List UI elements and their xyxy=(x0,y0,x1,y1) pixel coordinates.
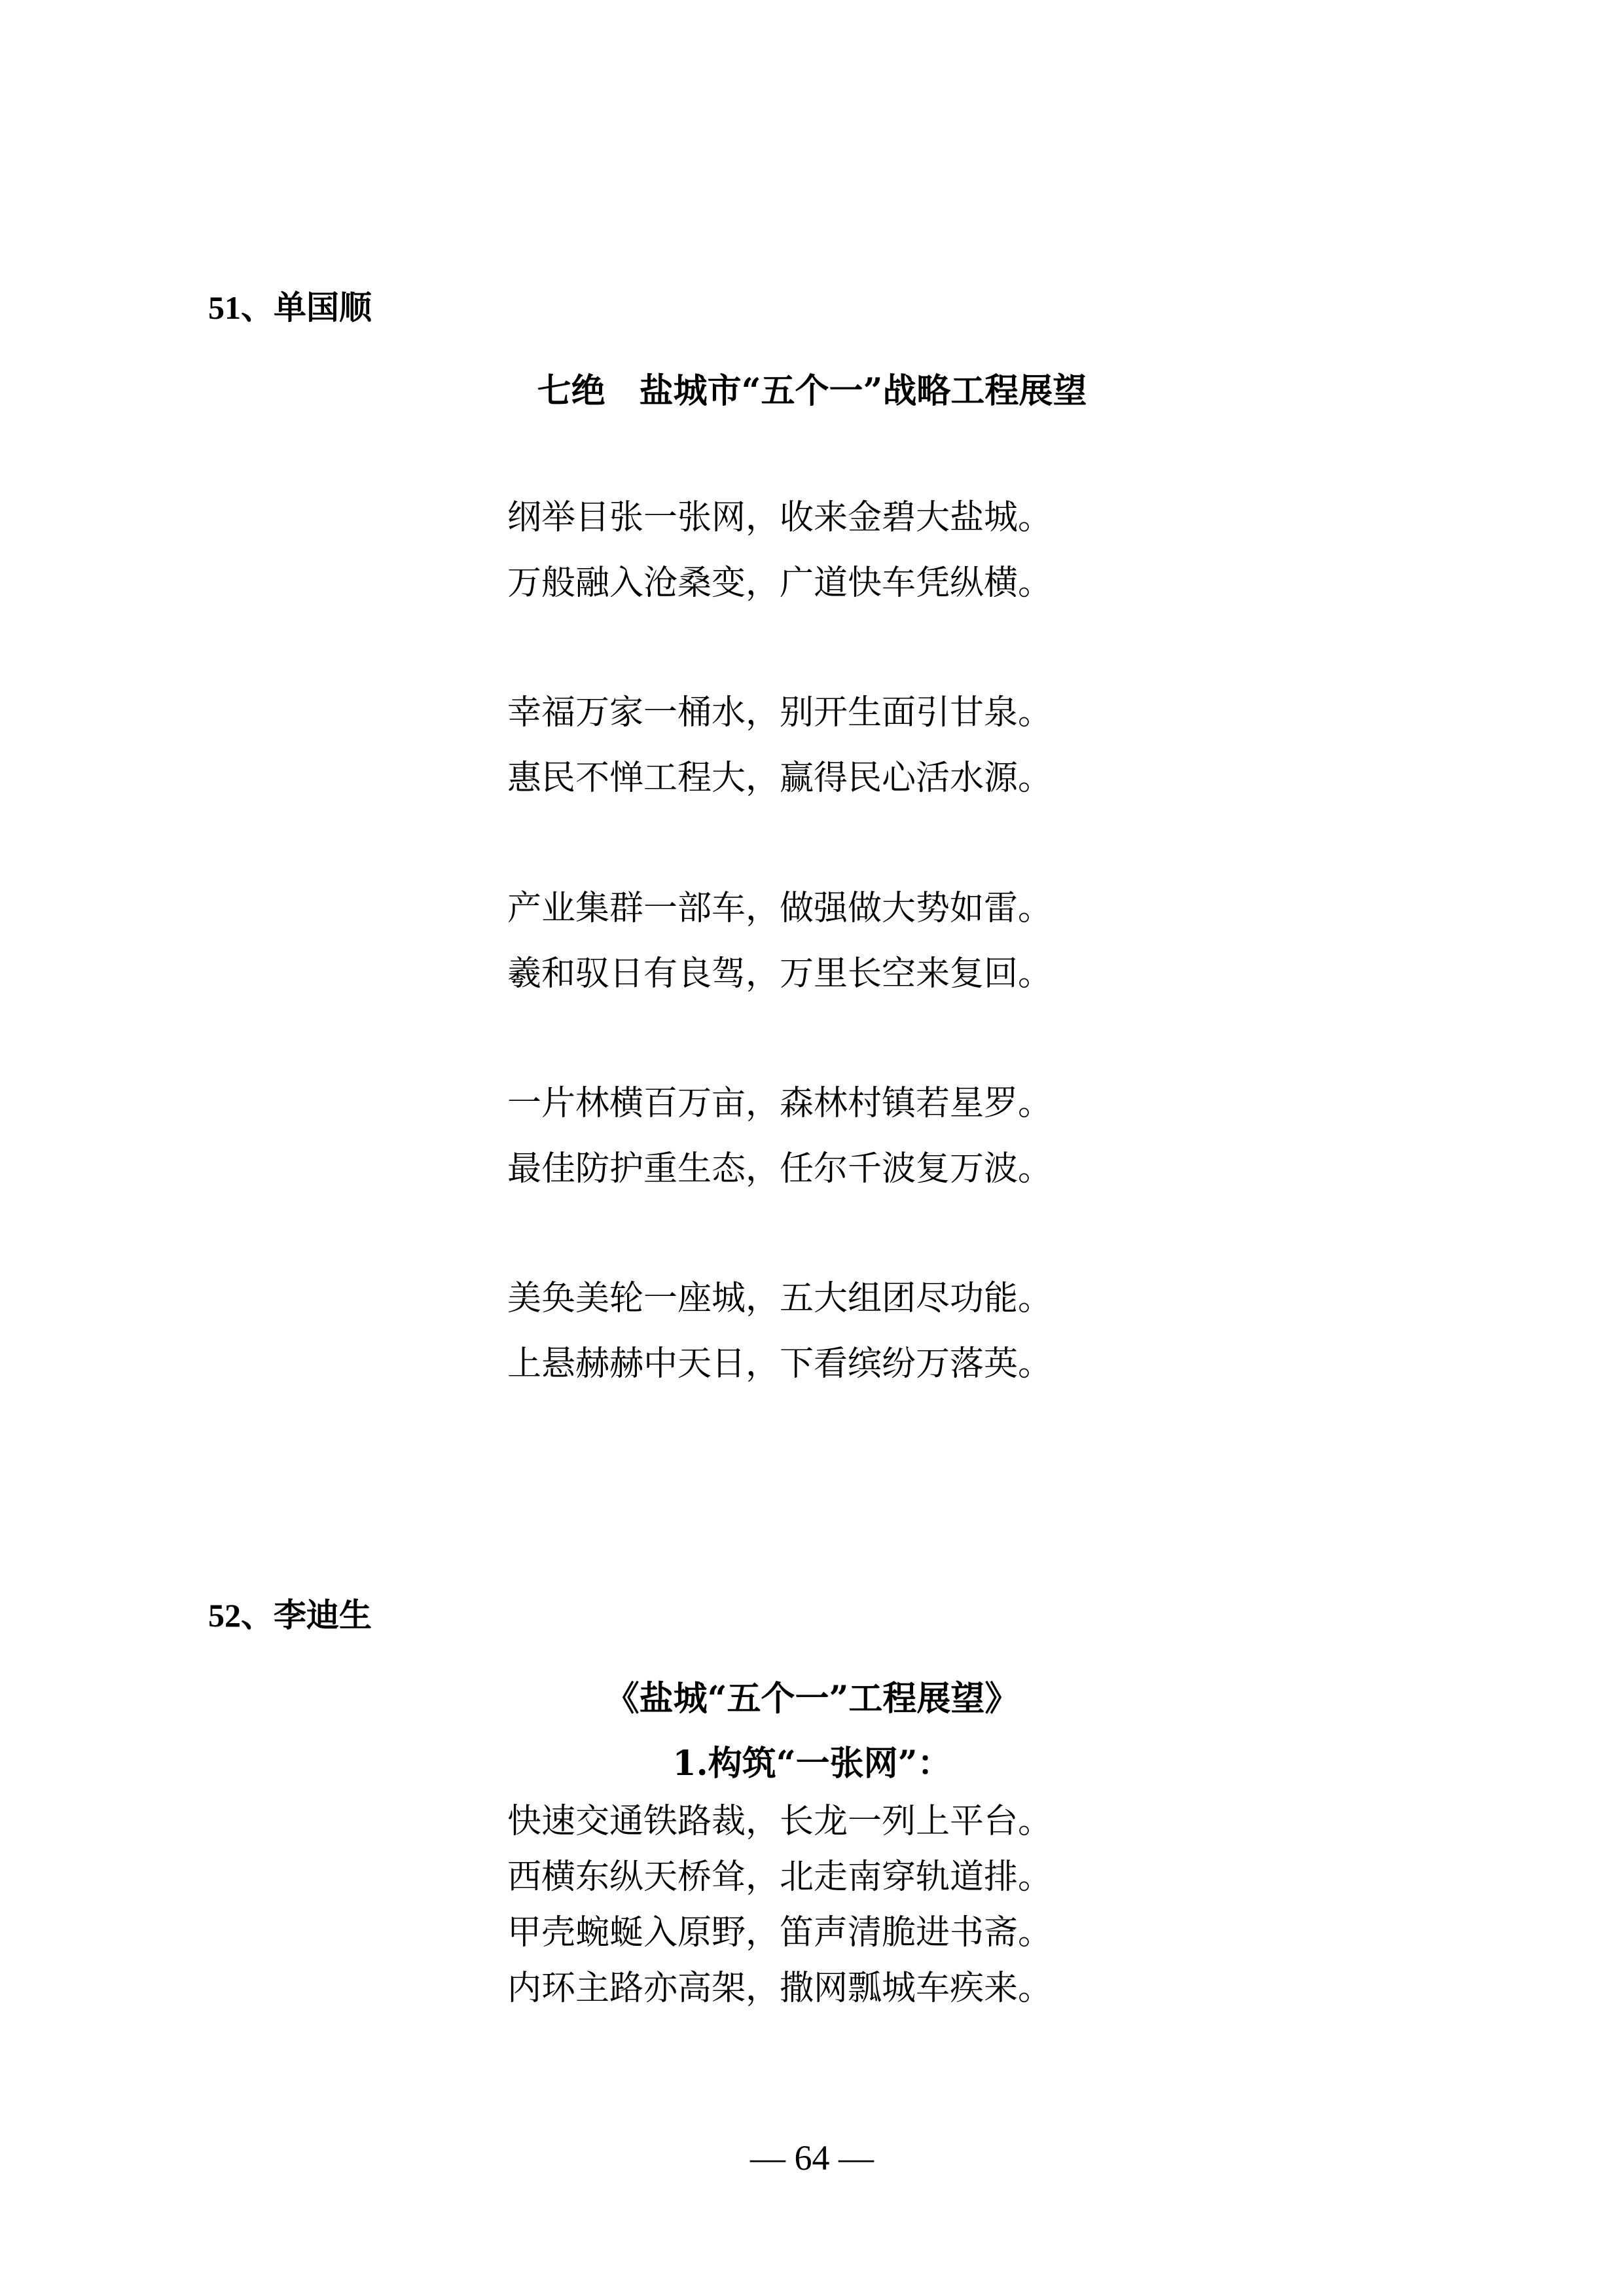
poem-line: 一片林横百万亩，森林村镇若星罗。 xyxy=(507,1084,1053,1123)
poem-line: 惠民不惮工程大，赢得民心活水源。 xyxy=(507,759,1053,798)
entry-author: 李迪生 xyxy=(274,1596,372,1634)
poem-line: 甲壳蜿蜒入原野，笛声清脆进书斋。 xyxy=(507,1913,1053,1952)
entry-heading xyxy=(208,1596,372,1635)
poem-subtitle: 1.构筑“一张网”： xyxy=(672,1744,952,1784)
poem-line: 纲举目张一张网，收来金碧大盐城。 xyxy=(507,498,1053,537)
poem-title: 七绝 盐城市“五个一”战略工程展望 xyxy=(537,371,1087,411)
entry-number: 52、 xyxy=(208,1597,274,1634)
poem-line: 最佳防护重生态，任尔千波复万波。 xyxy=(507,1149,1053,1189)
poem-line: 万般融入沧桑变，广道快车凭纵横。 xyxy=(507,564,1053,603)
poem-line: 产业集群一部车，做强做大势如雷。 xyxy=(507,889,1053,928)
page-number: — 64 — xyxy=(750,2138,874,2178)
poem-line: 美奂美轮一座城，五大组团尽功能。 xyxy=(507,1279,1053,1318)
poem-line: 幸福万家一桶水，别开生面引甘泉。 xyxy=(507,693,1053,732)
poem-line: 快速交通铁路裁，长龙一列上平台。 xyxy=(507,1802,1053,1841)
poem-line: 上悬赫赫中天日，下看缤纷万落英。 xyxy=(507,1344,1053,1384)
entry-number: 51、 xyxy=(208,289,274,326)
poem-line: 内环主路亦高架，撒网瓢城车疾来。 xyxy=(507,1969,1053,2008)
entry-heading xyxy=(208,288,372,327)
poem-line: 西横东纵天桥耸，北走南穿轨道排。 xyxy=(507,1857,1053,1897)
entry-author: 单国顺 xyxy=(274,288,372,327)
poem-line: 羲和驭日有良驾，万里长空来复回。 xyxy=(507,954,1053,994)
poem-title: 《盐城“五个一”工程展望》 xyxy=(605,1679,1019,1719)
